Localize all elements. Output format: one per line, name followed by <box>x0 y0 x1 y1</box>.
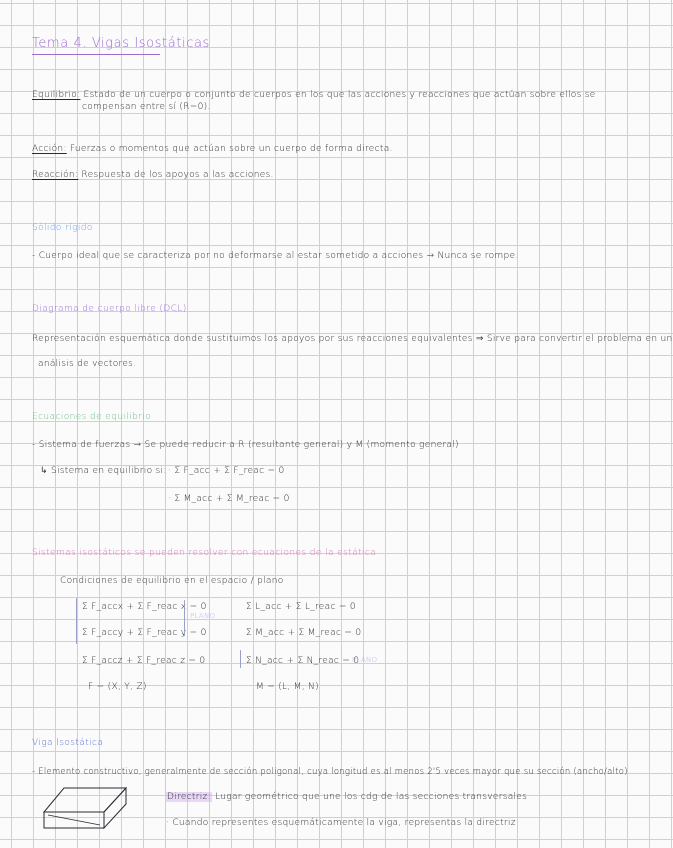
solido-rigido-heading: Sólido rígido <box>32 223 93 233</box>
plano-note-left: PLANO <box>190 612 216 620</box>
equilibrio-text-2: compensan entre sí (R=0). <box>82 102 211 112</box>
accion-term: Acción: <box>32 144 67 154</box>
plano-brace-mid <box>184 600 185 636</box>
reaccion-term: Reacción: <box>32 170 79 180</box>
reaccion-line <box>32 170 274 180</box>
viga-heading: Viga Isostática <box>32 738 104 748</box>
directriz-note: · Cuando representes esquemáticamente la viga, representas la directriz <box>166 818 516 828</box>
dcl-text-1: Representación esquemática donde sustituimos los apoyos por sus reacciones equivalentes ⇒ Sirve para convertir el problema en un <box>32 334 673 344</box>
sistemas-subheading: Condiciones de equilibrio en el espacio / plano <box>60 576 284 586</box>
beam-hatch-line <box>48 815 100 825</box>
dcl-text-2: análisis de vectores. <box>38 359 137 369</box>
equilibrio-term: Equilibrio: <box>32 90 81 100</box>
accion-text: Fuerzas o momentos que actúan sobre un cuerpo de forma directa. <box>69 144 393 154</box>
eq-right-3: Σ N_acc + Σ N_reac = 0 <box>246 656 360 666</box>
eq-left-1: Σ F_accx + Σ F_reac x = 0 <box>82 602 207 612</box>
directriz-term: Directriz: <box>167 792 211 802</box>
equilibrio-text-1: Estado de un cuerpo o conjunto de cuerpos en los que las acciones y reacciones que actúan sobre ellos se <box>83 90 596 100</box>
ecuaciones-heading: Ecuaciones de equilibrio <box>32 412 152 422</box>
moment-vector-def: M = (L, M, N) <box>256 682 319 692</box>
dcl-heading: Diagrama de cuerpo libre (DCL) <box>32 304 187 314</box>
page-title: Tema 4. Vigas Isostáticas <box>32 36 210 51</box>
ecuaciones-eq-1: · Σ F_acc + Σ F_reac = 0 <box>168 466 285 476</box>
eq-left-3: Σ F_accz + Σ F_reac z = 0 <box>82 656 206 666</box>
eq-right-2: Σ M_acc + Σ M_reac = 0 <box>246 628 362 638</box>
plano-brace-left <box>76 598 77 644</box>
plano-brace-right <box>240 650 241 668</box>
title-underline <box>32 54 160 55</box>
plano-note-right: PLANO <box>352 656 378 664</box>
ecuaciones-eq-2: · Σ M_acc + Σ M_reac = 0 <box>168 494 290 504</box>
directriz-text: Lugar geométrico que une los cdg de las secciones transversales <box>215 792 528 802</box>
reaccion-text: Respuesta de los apoyos a las acciones. <box>81 170 274 180</box>
eq-right-1: Σ L_acc + Σ L_reac = 0 <box>246 602 356 612</box>
force-vector-def: F = (X, Y, Z) <box>88 682 147 692</box>
solido-rigido-text: - Cuerpo ideal que se caracteriza por no deformarse al estar sometido a acciones → Nunca se rompe. <box>32 251 519 261</box>
beam-sketch <box>40 782 130 834</box>
sistemas-heading: Sistemas isostáticos se pueden resolver con ecuaciones de la estática <box>32 548 377 558</box>
directriz-line <box>166 792 527 802</box>
ecuaciones-line-2: ↳ Sistema en equilibrio si: <box>40 466 167 476</box>
ecuaciones-line-1: - Sistema de fuerzas → Se puede reducir a R (resultante general) y M (momento general) <box>32 440 459 450</box>
accion-line <box>32 144 393 154</box>
viga-definition: - Elemento constructivo, generalmente de sección poligonal, cuya longitud es al menos 2'5 veces mayor que su sección (ancho/alto) <box>32 766 628 776</box>
beam-top-face <box>44 788 126 812</box>
beam-side-face <box>104 788 126 828</box>
eq-left-2: Σ F_accy + Σ F_reac y = 0 <box>82 628 207 638</box>
equilibrio-line-1 <box>32 90 596 100</box>
